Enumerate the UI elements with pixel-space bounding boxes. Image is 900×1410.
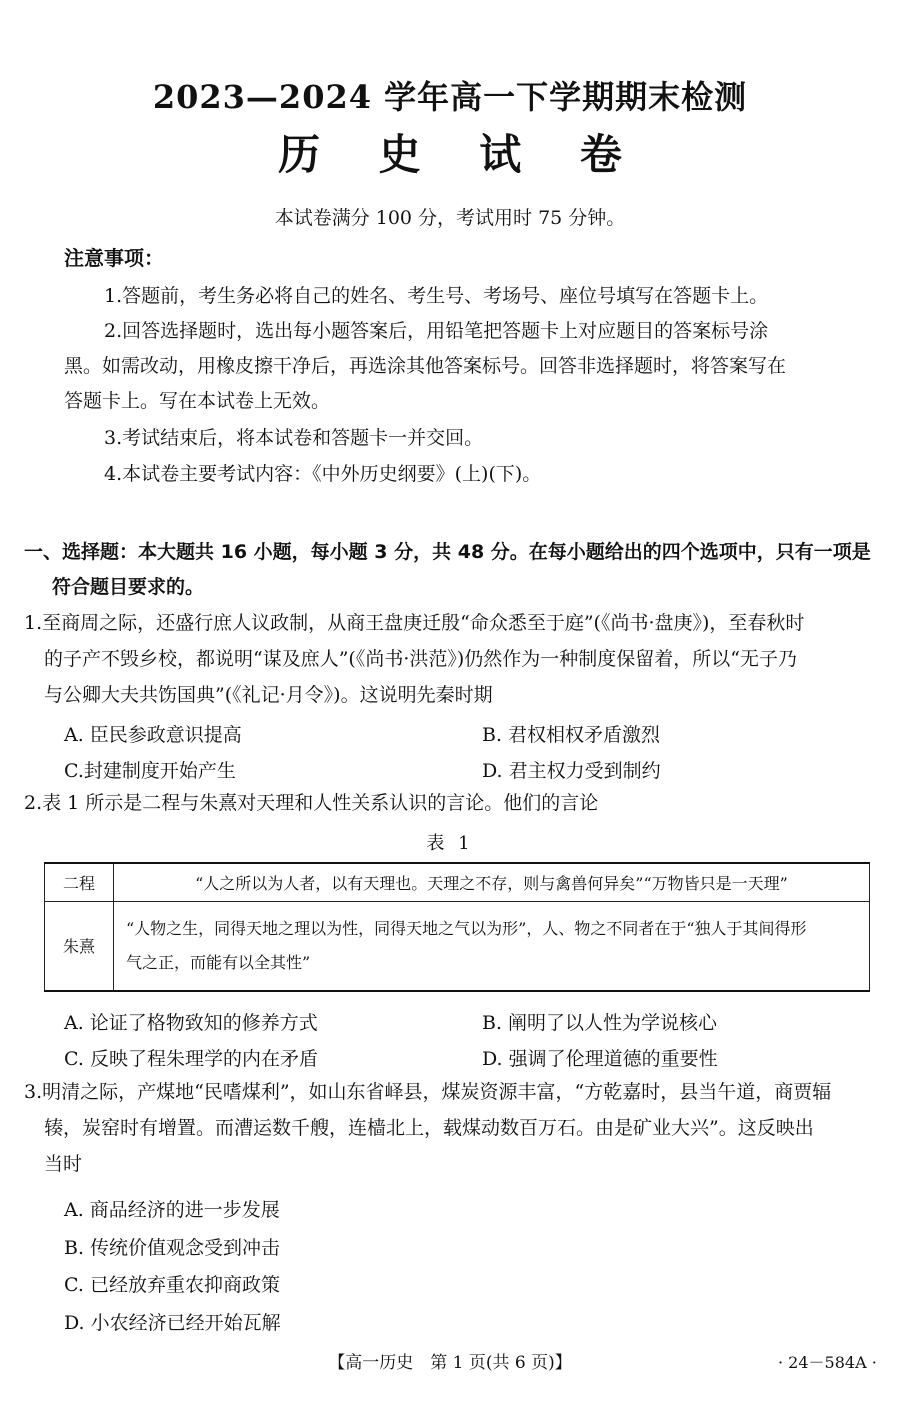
table-cell-text: “人之所以为人者，以有天理也。天理之不存，则与禽兽何异矣”“万物皆只是一天理” xyxy=(114,863,870,901)
table-cell-text-line-1: “人物之生，同得天地之理以为性，同得天地之气以为形”，人、物之不同者在于“独人于其间得形 xyxy=(126,918,807,938)
section-heading-cont: 符合题目要求的。 xyxy=(52,576,205,598)
notice-item-4: 4.本试卷主要考试内容：《中外历史纲要》(上)(下)。 xyxy=(104,463,542,485)
q1-line-2: 的子产不毁乡校，都说明“谋及庶人”(《尚书·洪范》)仍然作为一种制度保留着，所以“无子乃 xyxy=(44,648,798,670)
notice-heading: 注意事项： xyxy=(64,246,164,270)
table-1 xyxy=(44,862,870,992)
q1-line-3: 与公卿大夫共饬国典”(《礼记·月令》)。这说明先秦时期 xyxy=(44,684,493,706)
section-heading: 一、选择题：本大题共 16 小题，每小题 3 分，共 48 分。在每小题给出的四个选项中，只有一项是 xyxy=(24,541,871,563)
q3-option-c: C. 已经放弃重农抑商政策 xyxy=(64,1274,280,1296)
q3-option-a: A. 商品经济的进一步发展 xyxy=(64,1199,280,1221)
exam-title: 2023—2024 学年高一下学期期末检测 xyxy=(152,78,748,116)
q2-option-c: C. 反映了程朱理学的内在矛盾 xyxy=(64,1048,318,1070)
q1-option-c: C.封建制度开始产生 xyxy=(64,760,236,782)
table-cell-name: 二程 xyxy=(45,863,114,901)
table-cell-text-line-2: 气之正，而能有以全其性” xyxy=(126,952,311,972)
notice-item-1: 1.答题前，考生务必将自己的姓名、考生号、考场号、座位号填写在答题卡上。 xyxy=(104,285,769,307)
table-row xyxy=(45,863,870,901)
q1-line-1: 1.至商周之际，还盛行庶人议政制，从商王盘庚迁殷“命众悉至于庭”(《尚书·盘庚》)，至春秋时 xyxy=(24,612,805,634)
page-footer: 【高一历史 第 1 页(共 6 页)】 xyxy=(328,1353,572,1373)
q1-option-b: B. 君权相权矛盾激烈 xyxy=(482,724,661,746)
q2-option-a: A. 论证了格物致知的修养方式 xyxy=(64,1012,318,1034)
q1-option-d: D. 君主权力受到制约 xyxy=(482,760,661,782)
notice-item-2-cont: 黑。如需改动，用橡皮擦干净后，再选涂其他答案标号。回答非选择题时，将答案写在 xyxy=(64,355,787,377)
q3-line-3: 当时 xyxy=(44,1153,83,1175)
q1-option-a: A. 臣民参政意识提高 xyxy=(64,724,242,746)
table-cell-text xyxy=(114,901,870,991)
q3-option-b: B. 传统价值观念受到冲击 xyxy=(64,1237,281,1259)
subject-title: 历 史 试 卷 xyxy=(278,130,644,179)
table-cell-name: 朱熹 xyxy=(45,901,114,991)
q3-line-2: 辏，炭窑时有增置。而漕运数千艘，连樯北上，载煤动数百万石。由是矿业大兴”。这反映出 xyxy=(44,1117,814,1139)
q3-option-d: D. 小农经济已经开始瓦解 xyxy=(64,1312,281,1334)
notice-item-2: 2.回答选择题时，选出每小题答案后，用铅笔把答题卡上对应题目的答案标号涂 xyxy=(104,320,769,342)
table-row xyxy=(45,901,870,991)
notice-item-3: 3.考试结束后，将本试卷和答题卡一并交回。 xyxy=(104,427,484,449)
notice-item-2-cont2: 答题卡上。写在本试卷上无效。 xyxy=(64,390,331,412)
q2-option-d: D. 强调了伦理道德的重要性 xyxy=(482,1048,718,1070)
q2-line: 2.表 1 所示是二程与朱熹对天理和人性关系认识的言论。他们的言论 xyxy=(24,792,599,814)
q2-option-b: B. 阐明了以人性为学说核心 xyxy=(482,1012,718,1034)
paper-code: · 24－584A · xyxy=(778,1353,877,1372)
q3-line-1: 3.明清之际，产煤地“民嗜煤利”，如山东省峄县，煤炭资源丰富，“方乾嘉时，县当午道，商贾辐 xyxy=(24,1081,832,1103)
exam-info: 本试卷满分 100 分，考试用时 75 分钟。 xyxy=(274,207,626,229)
table-caption: 表 1 xyxy=(426,833,474,854)
